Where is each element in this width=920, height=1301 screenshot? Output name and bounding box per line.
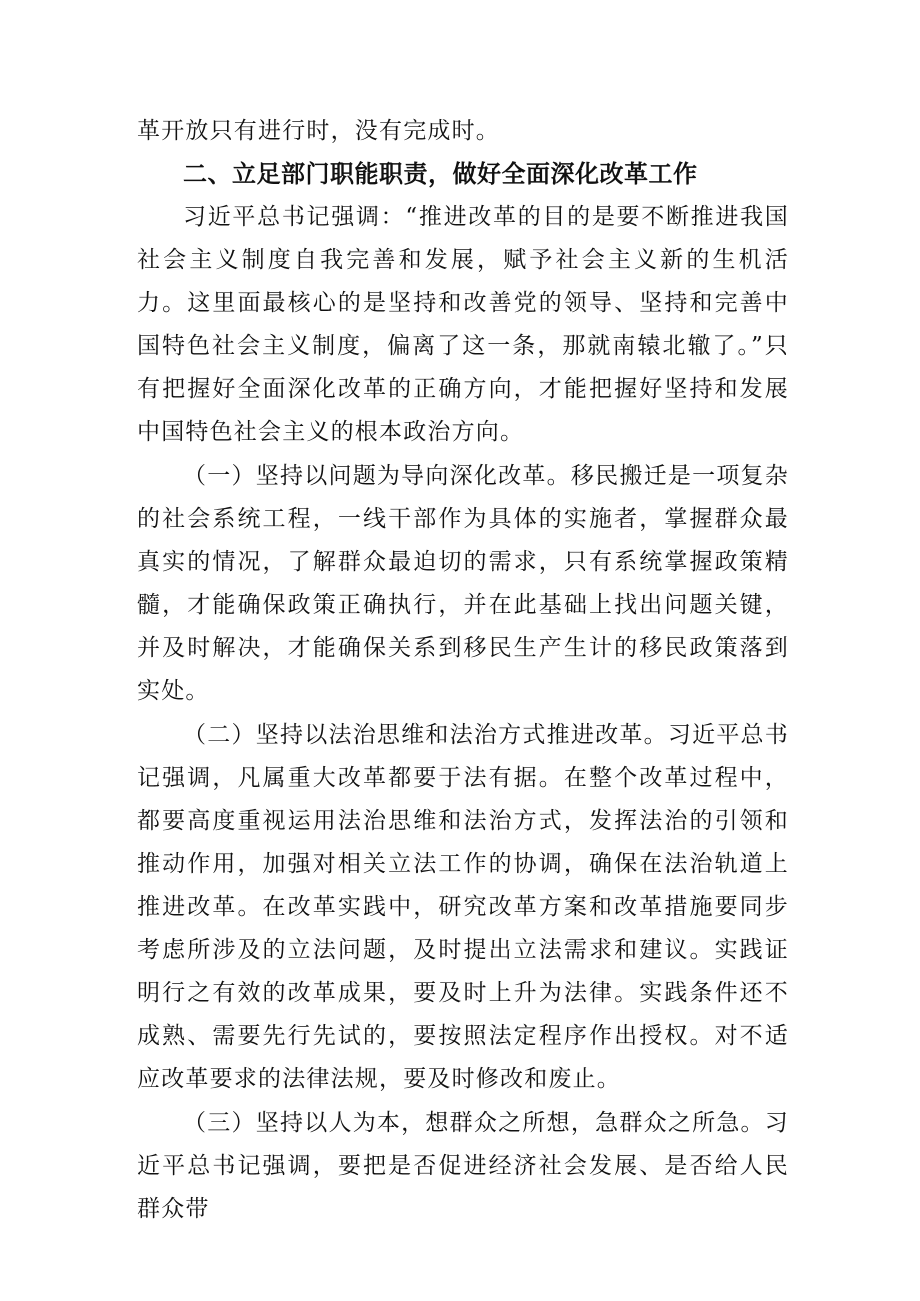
section-heading: 二、立足部门职能职责，做好全面深化改革工作 [183,160,698,188]
document-body [137,110,789,1231]
paragraph-item-2: （二）坚持以法治思维和法治方式推进改革。习近平总书记强调，凡属重大改革都要于法有据。在整个改革过程中，都要高度重视运用法治思维和法治方式，发挥法治的引领和推动作用，加强对相关立法工作的协调，确保在法治轨道上推进改革。在改革实践中，研究改革方案和改革措施要同步考虑所涉及的立法问题，及时提出立法需求和建议。实践证明行之有效的改革成果，要及时上升为法律。实践条件还不成熟、需要先行先试的，要按照法定程序作出授权。对不适应改革要求的法律法规，要及时修改和废止。 [137,722,789,1092]
paragraph-item-3: （三）坚持以人为本，想群众之所想，急群众之所急。习近平总书记强调，要把是否促进经济社会发展、是否给人民群众带 [137,1110,789,1222]
paragraph-item-1: （一）坚持以问题为导向深化改革。移民搬迁是一项复杂的社会系统工程，一线干部作为具体的实施者，掌握群众最真实的情况，了解群众最迫切的需求，只有系统掌握政策精髓，才能确保政策正确执行，并在此基础上找出问题关键，并及时解决，才能确保关系到移民生产生计的移民政策落到实处。 [137,463,789,704]
paragraph-intro: 习近平总书记强调：“推进改革的目的是要不断推进我国社会主义制度自我完善和发展，赋予社会主义新的生机活力。这里面最核心的是坚持和改善党的领导、坚持和完善中国特色社会主义制度，偏离了这一条，那就南辕北辙了。”只有把握好全面深化改革的正确方向，才能把握好坚持和发展中国特色社会主义的根本政治方向。 [137,204,789,445]
continuation-line: 革开放只有进行时，没有完成时。 [137,118,500,144]
